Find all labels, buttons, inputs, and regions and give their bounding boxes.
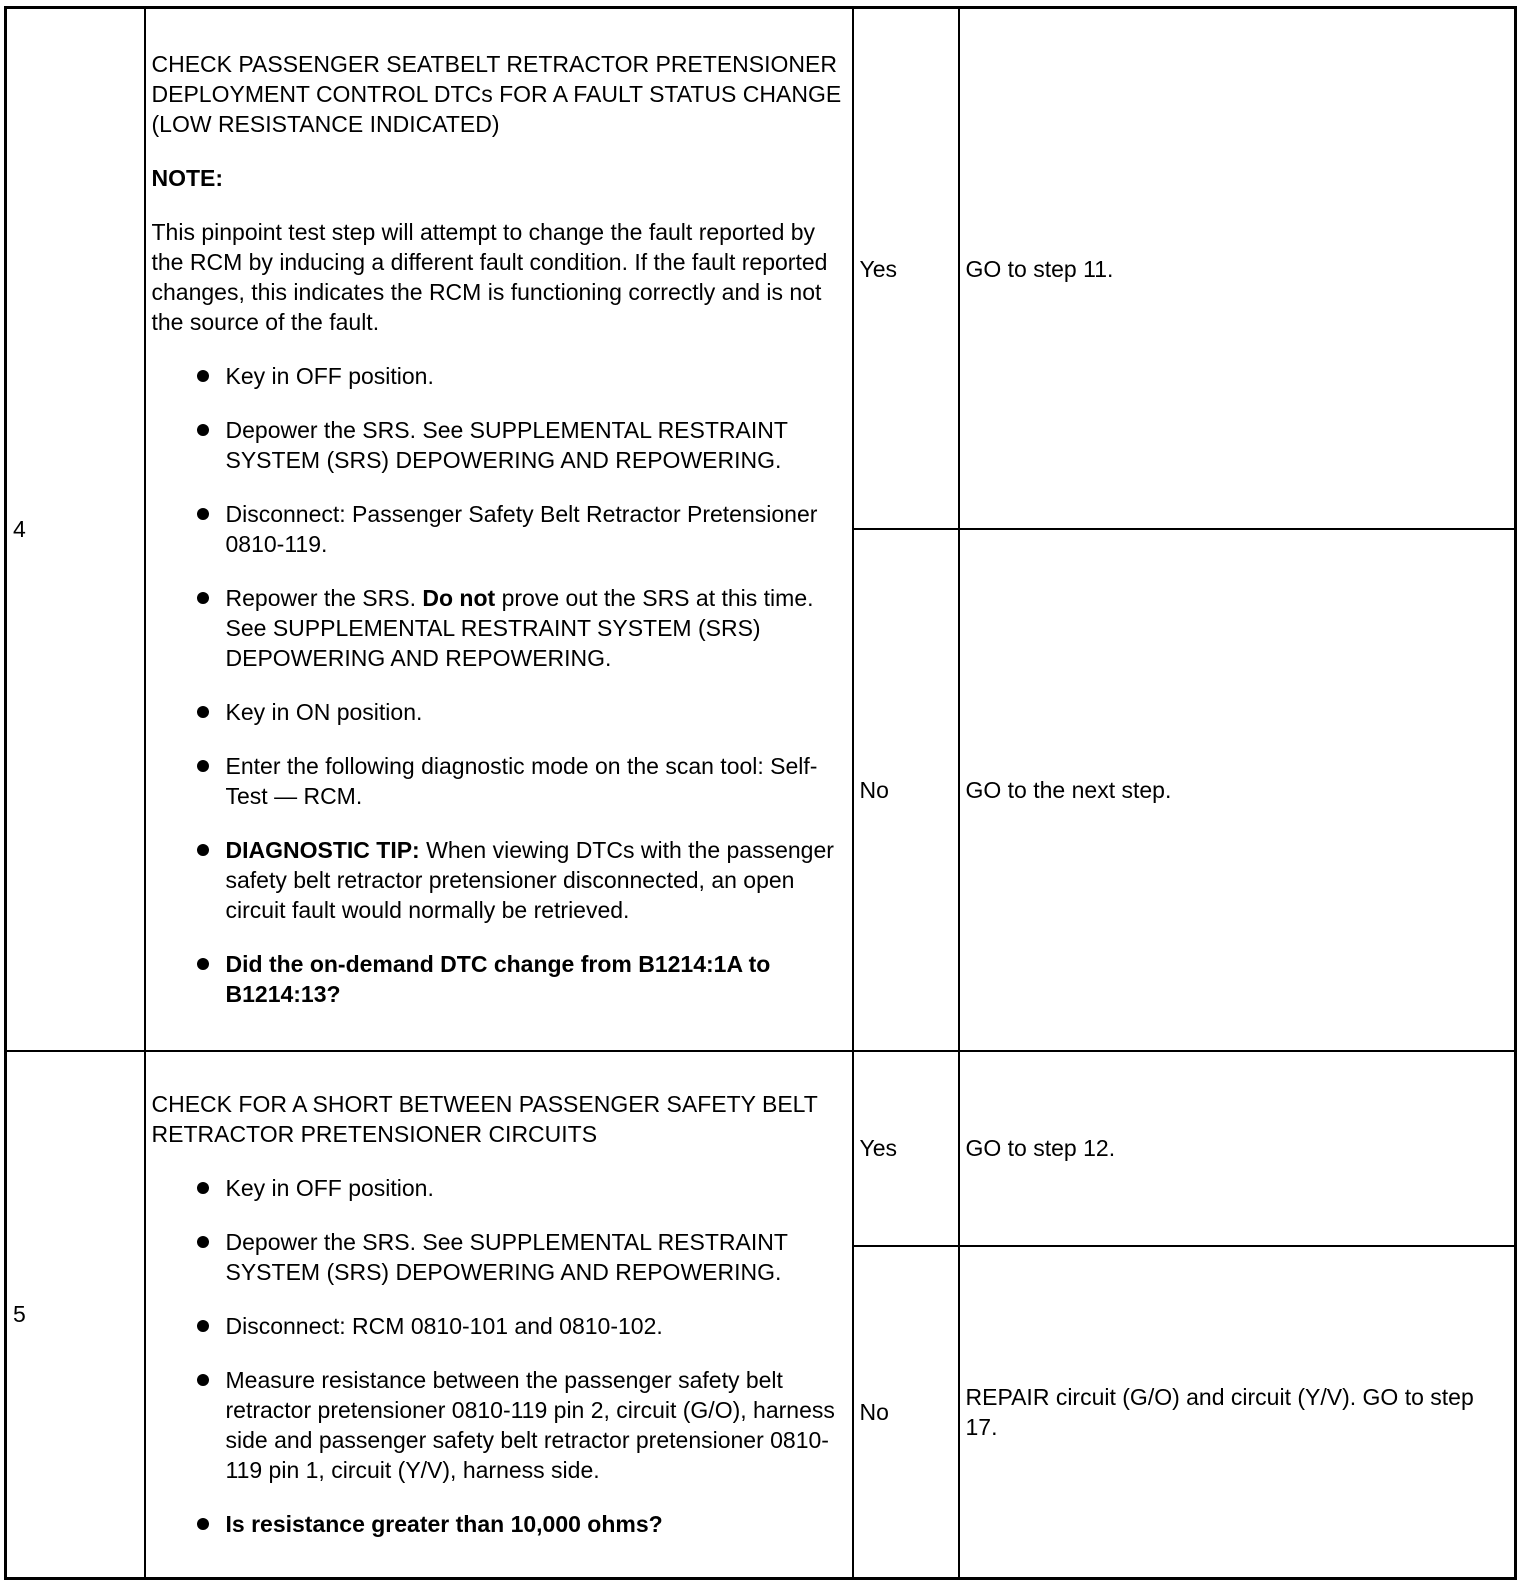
answer-no: No (853, 529, 959, 1051)
instruction-item: Disconnect: Passenger Safety Belt Retractor Pretensioner 0810-119. (192, 499, 846, 559)
step-4-yes-row (6, 8, 1516, 530)
pinpoint-test-table (4, 6, 1517, 1580)
result-yes: GO to step 11. (959, 8, 1516, 530)
step-question: Did the on-demand DTC change from B1214:1A to B1214:13? (192, 949, 846, 1009)
instruction-item (192, 583, 846, 673)
result-no: REPAIR circuit (G/O) and circuit (Y/V). GO to step 17. (959, 1246, 1516, 1579)
instruction-text: prove out the SRS at this time. See SUPPLEMENTAL RESTRAINT SYSTEM (SRS) DEPOWERING AND REPOWERING. (225, 585, 814, 672)
instruction-item (192, 835, 846, 925)
instruction-item: Disconnect: RCM 0810-101 and 0810-102. (192, 1311, 846, 1341)
instruction-item: Key in OFF position. (192, 361, 846, 391)
instruction-item: Depower the SRS. See SUPPLEMENTAL RESTRAINT SYSTEM (SRS) DEPOWERING AND REPOWERING. (192, 1227, 846, 1287)
answer-yes: Yes (853, 1051, 959, 1246)
note-label: NOTE: (151, 165, 224, 192)
result-yes: GO to step 12. (959, 1051, 1516, 1246)
step-number: 4 (6, 8, 145, 1051)
diagnostic-tip-label: DIAGNOSTIC TIP: (225, 837, 420, 864)
instruction-text: When viewing DTCs with the passenger safety belt retractor pretensioner disconnected, an open circuit fault would normally be retrieved. (225, 837, 834, 924)
answer-yes: Yes (853, 8, 959, 530)
step-number: 5 (6, 1051, 145, 1579)
step-question: Is resistance greater than 10,000 ohms? (192, 1509, 846, 1539)
step-title: CHECK FOR A SHORT BETWEEN PASSENGER SAFETY BELT RETRACTOR PRETENSIONER CIRCUITS (151, 1091, 818, 1148)
step-instruction-list (152, 361, 846, 1009)
instruction-text: Repower the SRS. (225, 585, 423, 612)
step-instruction-list (152, 1173, 846, 1539)
instruction-item: Enter the following diagnostic mode on the scan tool: Self-Test — RCM. (192, 751, 846, 811)
instruction-item: Measure resistance between the passenger safety belt retractor pretensioner 0810-119 pin 2, circuit (G/O), harness side and passenger safety belt retractor pretensioner 0810-119 pin 1, circuit (Y/V), harness side. (192, 1365, 846, 1485)
step-action-cell (145, 1051, 853, 1579)
step-title: CHECK PASSENGER SEATBELT RETRACTOR PRETENSIONER DEPLOYMENT CONTROL DTCs FOR A FAULT STATUS CHANGE (LOW RESISTANCE INDICATED) (151, 51, 842, 138)
instruction-item: Key in ON position. (192, 697, 846, 727)
answer-no: No (853, 1246, 959, 1579)
step-action-cell (145, 8, 853, 1051)
instruction-item: Key in OFF position. (192, 1173, 846, 1203)
instruction-item: Depower the SRS. See SUPPLEMENTAL RESTRAINT SYSTEM (SRS) DEPOWERING AND REPOWERING. (192, 415, 846, 475)
note-text: This pinpoint test step will attempt to change the fault reported by the RCM by inducing a different fault condition. If the fault reported changes, this indicates the RCM is functioning correctly and is not the source of the fault. (151, 219, 828, 336)
step-5-yes-row (6, 1051, 1516, 1246)
emphasis-text: Do not (422, 585, 496, 612)
result-no: GO to the next step. (959, 529, 1516, 1051)
